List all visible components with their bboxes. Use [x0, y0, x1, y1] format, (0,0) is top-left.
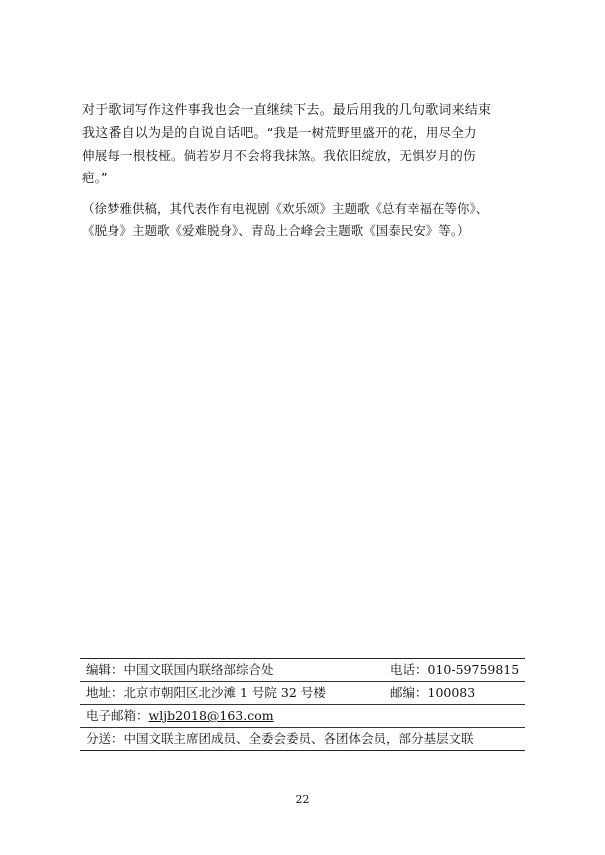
email-link[interactable]: wljb2018@163.com: [148, 708, 274, 723]
body-line: [82, 122, 527, 145]
body-line-text: 我这番自以为是的自说自话吧。: [82, 126, 267, 141]
footer-row-address: [80, 682, 525, 705]
footer-row-email: [80, 705, 525, 728]
author-note: [82, 198, 542, 242]
email-label: 电子邮箱：: [86, 708, 149, 723]
note-line: 《脱身》主题歌《爱难脱身》、青岛上合峰会主题歌《国泰民安》等。）: [82, 223, 470, 238]
footer-row-distribution: [80, 728, 525, 751]
address-text: 地址：北京市朝阳区北沙滩 1 号院 32 号楼: [86, 685, 326, 700]
body-line: 对于歌词写作这件事我也会一直继续下去。最后用我的几句歌词来结束: [82, 103, 492, 118]
footer-info-table: [80, 658, 525, 751]
lyric-quote-line: 疤。”: [82, 170, 108, 185]
editor-text: 编辑：中国文联国内联络部综合处: [86, 662, 274, 677]
phone-text: 电话：010-59759815: [390, 662, 520, 677]
distribution-text: 分送：中国文联主席团成员、全委会委员、各团体会员，部分基层文联: [86, 731, 474, 746]
note-line: （徐梦雅供稿，其代表作有电视剧《欢乐颂》主题歌《总有幸福在等你》、: [82, 201, 489, 216]
lyric-quote: “我是一树荒野里盛开的花，用尽全力: [266, 125, 477, 140]
postcode-text: 邮编：100083: [390, 685, 476, 700]
body-paragraph: [82, 100, 527, 189]
footer-row-editor: [80, 658, 525, 682]
lyric-quote-line: 伸展每一根枝桠。倘若岁月不会将我抹煞。我依旧绽放，无惧岁月的伤: [82, 148, 476, 163]
page-number: 22: [295, 793, 310, 806]
email-row: [86, 705, 274, 727]
